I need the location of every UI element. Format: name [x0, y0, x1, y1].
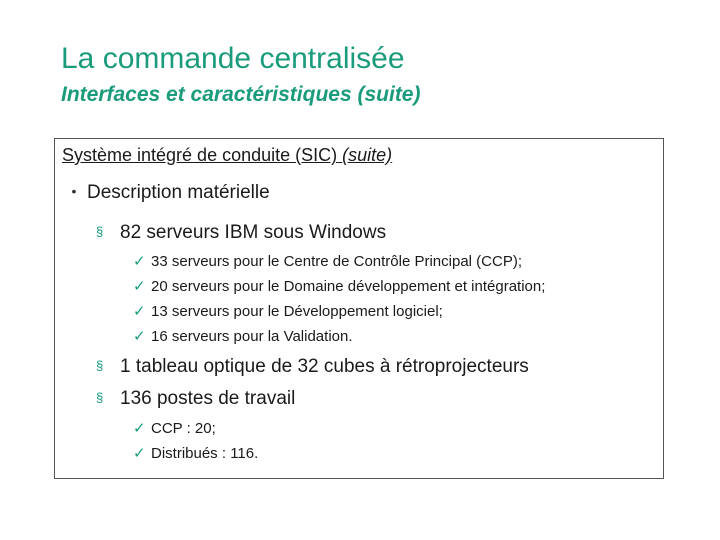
slide-title: La commande centralisée [61, 42, 405, 75]
list-item-serveurs [96, 222, 386, 244]
bullet-icon: • [71, 183, 77, 199]
section-heading-suffix: (suite) [342, 145, 393, 165]
checkmark-icon: ✓ [133, 278, 146, 295]
list-item-label: 1 tableau optique de 32 cubes à rétroprojecteurs [120, 356, 529, 377]
section-heading-text: Système intégré de conduite (SIC) [62, 145, 338, 165]
list-item-detail [133, 302, 443, 320]
list-item-description [61, 182, 270, 204]
list-item-detail [133, 419, 216, 437]
list-item-label: Description matérielle [87, 182, 270, 203]
section-bullet-icon: § [96, 224, 104, 239]
list-item-label: Distribués : 116. [151, 445, 259, 462]
list-item-label: 13 serveurs pour le Développement logiciel; [151, 303, 443, 320]
content-box [54, 138, 664, 479]
list-item-label: 16 serveurs pour la Validation. [151, 328, 353, 345]
section-heading [62, 145, 392, 166]
list-item-detail [133, 444, 258, 462]
checkmark-icon: ✓ [133, 303, 146, 320]
list-item-label: 82 serveurs IBM sous Windows [120, 222, 387, 243]
checkmark-icon: ✓ [133, 253, 146, 270]
list-item-postes [96, 388, 295, 410]
checkmark-icon: ✓ [133, 420, 146, 437]
list-item-detail [133, 277, 545, 295]
list-item-detail [133, 327, 353, 345]
list-item-label: 136 postes de travail [120, 388, 296, 409]
list-item-label: 33 serveurs pour le Centre de Contrôle Principal (CCP); [151, 253, 522, 270]
list-item-label: 20 serveurs pour le Domaine développement et intégration; [151, 278, 546, 295]
list-item-label: CCP : 20; [151, 420, 216, 437]
section-bullet-icon: § [96, 358, 104, 373]
slide-subtitle: Interfaces et caractéristiques (suite) [61, 83, 421, 106]
list-item-tableau [96, 356, 529, 378]
checkmark-icon: ✓ [133, 445, 146, 462]
section-bullet-icon: § [96, 390, 104, 405]
list-item-detail [133, 252, 522, 270]
checkmark-icon: ✓ [133, 328, 146, 345]
